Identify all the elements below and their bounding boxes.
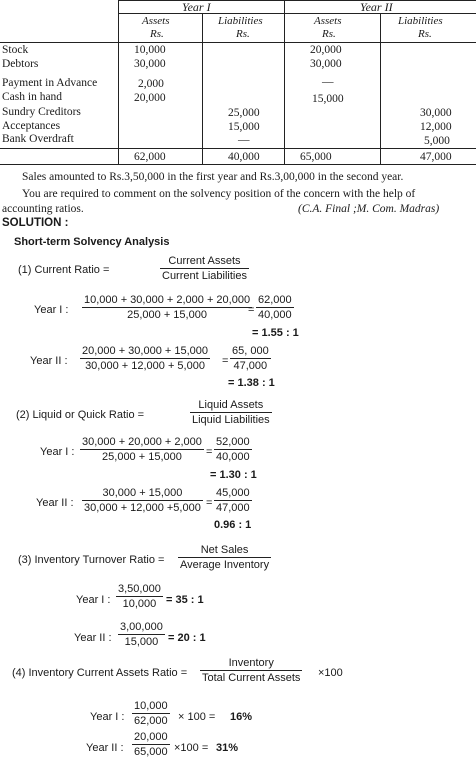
liquid-ratio-y1 <box>80 436 204 463</box>
row-label: Payment in Advance <box>2 77 98 89</box>
liquid-ratio-y1-result-fraction <box>214 436 252 463</box>
fraction-denominator: 47,000 <box>233 360 268 372</box>
citation: (C.A. Final ;M. Com. Madras) <box>298 203 440 215</box>
fraction-denominator: Total Current Assets <box>202 672 301 684</box>
fraction-bar <box>80 358 210 359</box>
table-total-top-rule <box>0 148 476 149</box>
table-vline <box>284 0 285 164</box>
fraction-bar <box>230 358 271 359</box>
multiplier: ×100 <box>318 667 343 679</box>
multiplier: ×100 = <box>174 742 209 754</box>
assets-header: Assets <box>314 15 342 27</box>
current-ratio-y2 <box>80 345 210 372</box>
row-label: Debtors <box>2 58 39 70</box>
total-cell: 62,000 <box>134 151 166 163</box>
paragraph-instructions: You are required to comment on the solvency position of the concern with the help of <box>22 188 416 200</box>
row-label: Acceptances <box>2 120 61 132</box>
inventory-turnover-label: (3) Inventory Turnover Ratio = <box>18 554 165 566</box>
fraction-numerator: Net Sales <box>200 544 249 556</box>
rs-header: Rs. <box>150 28 164 40</box>
paragraph-instructions-cont: accounting ratios. <box>2 203 84 215</box>
year-label: Year I : <box>90 711 125 723</box>
table-top-rule <box>118 0 476 1</box>
cell: 2,000 <box>138 78 164 90</box>
liquid-ratio-y1-result: = 1.30 : 1 <box>210 469 257 481</box>
inventory-ca-label: (4) Inventory Current Assets Ratio = <box>12 667 188 679</box>
row-label: Cash in hand <box>2 91 63 103</box>
fraction-bar <box>82 500 203 501</box>
cell: 12,000 <box>420 121 452 133</box>
fraction-bar <box>214 500 252 501</box>
inventory-ca-y2-result: 31% <box>216 742 239 754</box>
inventory-ca-y2 <box>132 731 170 758</box>
fraction-numerator: 3,00,000 <box>120 621 163 633</box>
fraction-denominator: 47,000 <box>216 502 250 514</box>
cell: — <box>238 134 250 146</box>
inventory-turnover-y1-result: = 35 : 1 <box>166 594 204 606</box>
fraction-numerator: 10,000 + 30,000 + 2,000 + 20,000 <box>84 294 251 306</box>
fraction-denominator: 65,000 <box>134 746 168 758</box>
fraction-bar <box>178 557 271 558</box>
fraction-numerator: 3,50,000 <box>118 583 161 595</box>
cell: 5,000 <box>424 135 450 147</box>
liabilities-header: Liabilities <box>218 15 263 27</box>
liquid-ratio-y2-result: 0.96 : 1 <box>214 519 252 531</box>
fraction-denominator: 30,000 + 12,000 + 5,000 <box>85 360 205 372</box>
current-ratio-y1-result: = 1.55 : 1 <box>252 327 299 339</box>
table-header-rule <box>118 13 476 14</box>
fraction-numerator: 30,000 + 20,000 + 2,000 <box>82 436 202 448</box>
fraction-denominator: 25,000 + 15,000 <box>102 451 182 463</box>
year1-header: Year I <box>182 0 211 14</box>
year-label: Year I : <box>34 304 69 316</box>
fraction-numerator: 10,000 <box>134 700 168 712</box>
cell: 20,000 <box>134 92 166 104</box>
row-label: Sundry Creditors <box>2 106 81 118</box>
year2-header: Year II <box>360 0 393 14</box>
fraction-denominator: Liquid Liabilities <box>192 414 270 426</box>
fraction-denominator: 62,000 <box>134 715 168 727</box>
fraction-denominator: 40,000 <box>258 309 292 321</box>
cell: 30,000 <box>420 107 452 119</box>
fraction-bar <box>200 670 302 671</box>
liabilities-header: Liabilities <box>398 15 443 27</box>
current-ratio-y1-result-fraction <box>256 294 294 321</box>
year-label: Year I : <box>40 446 75 458</box>
fraction-bar <box>82 307 252 308</box>
fraction-denominator: 30,000 + 12,000 +5,000 <box>84 502 201 514</box>
solution-label: SOLUTION : <box>2 217 69 229</box>
inventory-turnover-y2 <box>118 621 165 648</box>
assets-header: Assets <box>142 15 170 27</box>
fraction-numerator: 62,000 <box>258 294 292 306</box>
row-label: Bank Overdraft <box>2 133 74 145</box>
fraction-denominator: 15,000 <box>124 636 159 648</box>
cell: 30,000 <box>134 58 166 70</box>
fraction-numerator: Current Assets <box>168 255 241 267</box>
year-label: Year II : <box>74 632 112 644</box>
row-label: Stock <box>2 44 29 56</box>
rs-header: Rs. <box>418 28 432 40</box>
equals-sign: = <box>222 355 229 367</box>
paragraph-sales: Sales amounted to Rs.3,50,000 in the first year and Rs.3,00,000 in the second year. <box>22 171 404 183</box>
cell: 15,000 <box>228 121 260 133</box>
fraction-denominator: Current Liabilities <box>162 270 247 282</box>
fraction-denominator: 40,000 <box>216 451 250 463</box>
year-label: Year I : <box>76 594 111 606</box>
fraction-bar <box>132 744 170 745</box>
fraction-numerator: 52,000 <box>216 436 250 448</box>
fraction-numerator: 45,000 <box>216 487 250 499</box>
fraction-bar <box>80 449 204 450</box>
inventory-turnover-y1 <box>116 583 163 610</box>
fraction-numerator: 20,000 + 30,000 + 15,000 <box>82 345 209 357</box>
rs-header: Rs. <box>322 28 336 40</box>
current-ratio-y2-result-fraction <box>230 345 271 372</box>
fraction-denominator: 10,000 <box>122 598 157 610</box>
cell: 10,000 <box>134 44 166 56</box>
fraction-numerator: 20,000 <box>134 731 168 743</box>
fraction-bar <box>118 634 165 635</box>
year-label: Year II : <box>30 355 68 367</box>
table-vline <box>202 13 203 164</box>
year-label: Year II : <box>86 742 124 754</box>
inventory-ca-formula <box>200 657 302 684</box>
liquid-ratio-y2 <box>82 487 203 514</box>
current-ratio-label: (1) Current Ratio = <box>18 264 110 276</box>
fraction-numerator: 65, 000 <box>232 345 269 357</box>
year-label: Year II : <box>36 497 74 509</box>
inventory-ca-y1-result: 16% <box>230 711 253 723</box>
fraction-bar <box>214 449 252 450</box>
fraction-numerator: Liquid Assets <box>198 399 264 411</box>
fraction-numerator: Inventory <box>228 657 274 669</box>
fraction-denominator: Average Inventory <box>180 559 270 571</box>
cell: 15,000 <box>312 93 344 105</box>
current-ratio-y1 <box>82 294 255 321</box>
current-ratio-y2-result: = 1.38 : 1 <box>228 377 275 389</box>
fraction-denominator: 25,000 + 15,000 <box>127 309 207 321</box>
equals-sign: = <box>206 497 213 509</box>
fraction-bar <box>132 713 170 714</box>
cell: — <box>322 76 334 88</box>
table-body-top-rule <box>0 42 476 43</box>
section-heading: Short-term Solvency Analysis <box>14 236 170 248</box>
liquid-ratio-y2-result-fraction <box>214 487 252 514</box>
liquid-ratio-formula <box>190 399 272 426</box>
fraction-numerator: 30,000 + 15,000 <box>102 487 183 499</box>
cell: 30,000 <box>310 58 342 70</box>
equals-sign: = <box>206 446 213 458</box>
inventory-ca-y1 <box>132 700 170 727</box>
fraction-bar <box>256 307 294 308</box>
table-bottom-rule <box>0 164 476 165</box>
inventory-turnover-formula <box>178 544 271 571</box>
total-cell: 47,000 <box>420 151 452 163</box>
table-vline <box>118 0 119 164</box>
cell: 25,000 <box>228 107 260 119</box>
total-cell: 65,000 <box>300 151 332 163</box>
fraction-bar <box>190 412 272 413</box>
cell: 20,000 <box>310 44 342 56</box>
total-cell: 40,000 <box>228 151 260 163</box>
multiplier: × 100 = <box>178 711 216 723</box>
equals-sign: = <box>248 304 255 316</box>
inventory-turnover-y2-result: = 20 : 1 <box>168 632 206 644</box>
fraction-bar <box>160 268 249 269</box>
rs-header: Rs. <box>236 28 250 40</box>
fraction-bar <box>116 596 163 597</box>
liquid-ratio-label: (2) Liquid or Quick Ratio = <box>16 409 145 421</box>
current-ratio-formula <box>160 255 249 282</box>
table-vline <box>380 13 381 164</box>
